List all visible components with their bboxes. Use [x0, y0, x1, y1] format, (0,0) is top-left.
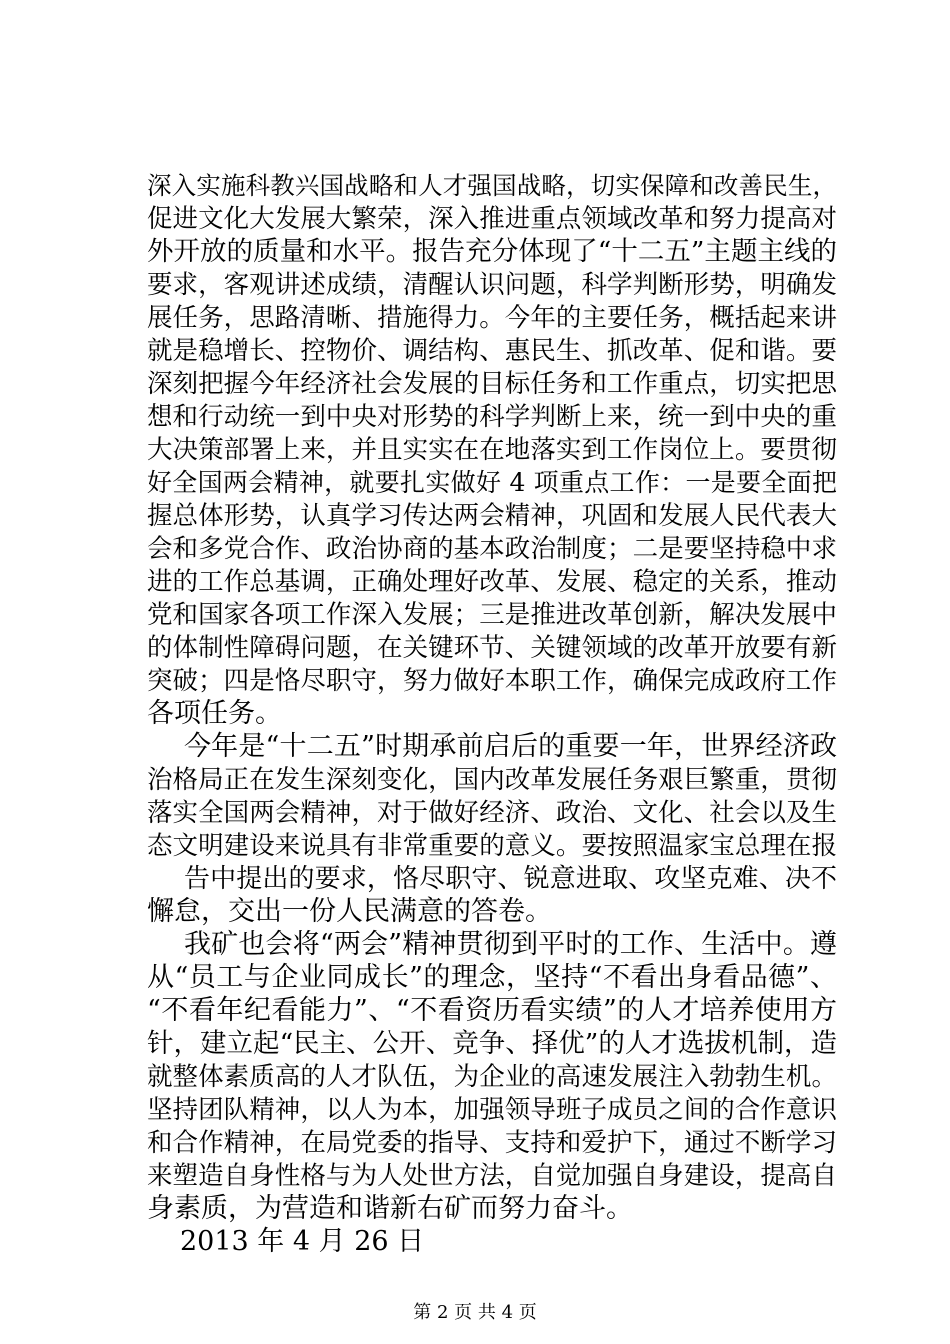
text-line: 促进文化大发展大繁荣，深入推进重点领域改革和努力提高对 [147, 204, 837, 234]
text-line: 坚持团队精神，以人为本，加强领导班子成员之间的合作意识 [147, 1095, 837, 1125]
text-line: 就是稳增长、控物价、调结构、惠民生、抓改革、促和谐。要 [147, 336, 837, 366]
text-line: 和合作精神，在局党委的指导、支持和爱护下，通过不断学习 [147, 1128, 837, 1158]
text-line: “不看年纪看能力”、“不看资历看实绩”的人才培养使用方 [147, 995, 837, 1026]
text-line: 会和多党合作、政治协商的基本政治制度；二是要坚持稳中求 [147, 534, 837, 564]
text-line: 各项任务。 [147, 698, 282, 729]
text-line: 要求，客观讲述成绩，清醒认识问题，科学判断形势，明确发 [147, 270, 837, 300]
text-line: 深刻把握今年经济社会发展的目标任务和工作重点，切实把思 [147, 369, 837, 399]
text-line: 落实全国两会精神，对于做好经济、政治、文化、社会以及生 [147, 798, 837, 828]
text-line: 展任务，思路清晰、措施得力。今年的主要任务，概括起来讲 [147, 303, 837, 333]
text-line: 握总体形势，认真学习传达两会精神，巩固和发展人民代表大 [147, 501, 837, 531]
text-line: 的体制性障碍问题，在关键环节、关键领域的改革开放要有新 [147, 633, 837, 663]
text-line: 针，建立起“民主、公开、竞争、择优”的人才选拔机制，造 [147, 1028, 837, 1059]
text-line: 来塑造自身性格与为人处世方法，自觉加强自身建设，提高自 [147, 1161, 837, 1191]
text-line: 深入实施科教兴国战略和人才强国战略，切实保障和改善民生， [147, 171, 837, 200]
text-line: 外开放的质量和水平。报告充分体现了“十二五”主题主线的 [147, 236, 837, 267]
text-line: 大决策部署上来，并且实实在在地落实到工作岗位上。要贯彻 [147, 435, 837, 465]
text-line: 好全国两会精神，就要扎实做好 4 项重点工作：一是要全面把 [147, 468, 837, 497]
text-line: 党和国家各项工作深入发展；三是推进改革创新，解决发展中 [147, 600, 837, 630]
document-date: 2013 年 4 月 26 日 [180, 1226, 425, 1257]
text-line: 突破；四是恪尽职守，努力做好本职工作，确保完成政府工作 [147, 666, 837, 696]
text-line: 从“员工与企业同成长”的理念，坚持“不看出身看品德”、 [147, 962, 837, 993]
paragraph-first-line: 今年是“十二五”时期承前启后的重要一年，世界经济政 [184, 731, 837, 762]
text-line: 进的工作总基调，正确处理好改革、发展、稳定的关系，推动 [147, 567, 837, 597]
text-line: 想和行动统一到中央对形势的科学判断上来，统一到中央的重 [147, 402, 837, 432]
text-line: 身素质，为营造和谐新右矿而努力奋斗。 [147, 1193, 633, 1224]
text-line: 态文明建设来说具有非常重要的意义。要按照温家宝总理在报 [147, 831, 837, 861]
paragraph-first-line: 我矿也会将“两会”精神贯彻到平时的工作、生活中。遵 [184, 929, 837, 960]
text-line: 就整体素质高的人才队伍，为企业的高速发展注入勃勃生机。 [147, 1062, 837, 1092]
page-footer: 第 2 页 共 4 页 [413, 1302, 537, 1323]
text-line: 懈怠，交出一份人民满意的答卷。 [147, 896, 552, 927]
text-line: 治格局正在发生深刻变化，国内改革发展任务艰巨繁重，贯彻 [147, 765, 837, 795]
paragraph-first-line: 告中提出的要求，恪尽职守、锐意进取、攻坚克难、决不 [184, 864, 837, 894]
